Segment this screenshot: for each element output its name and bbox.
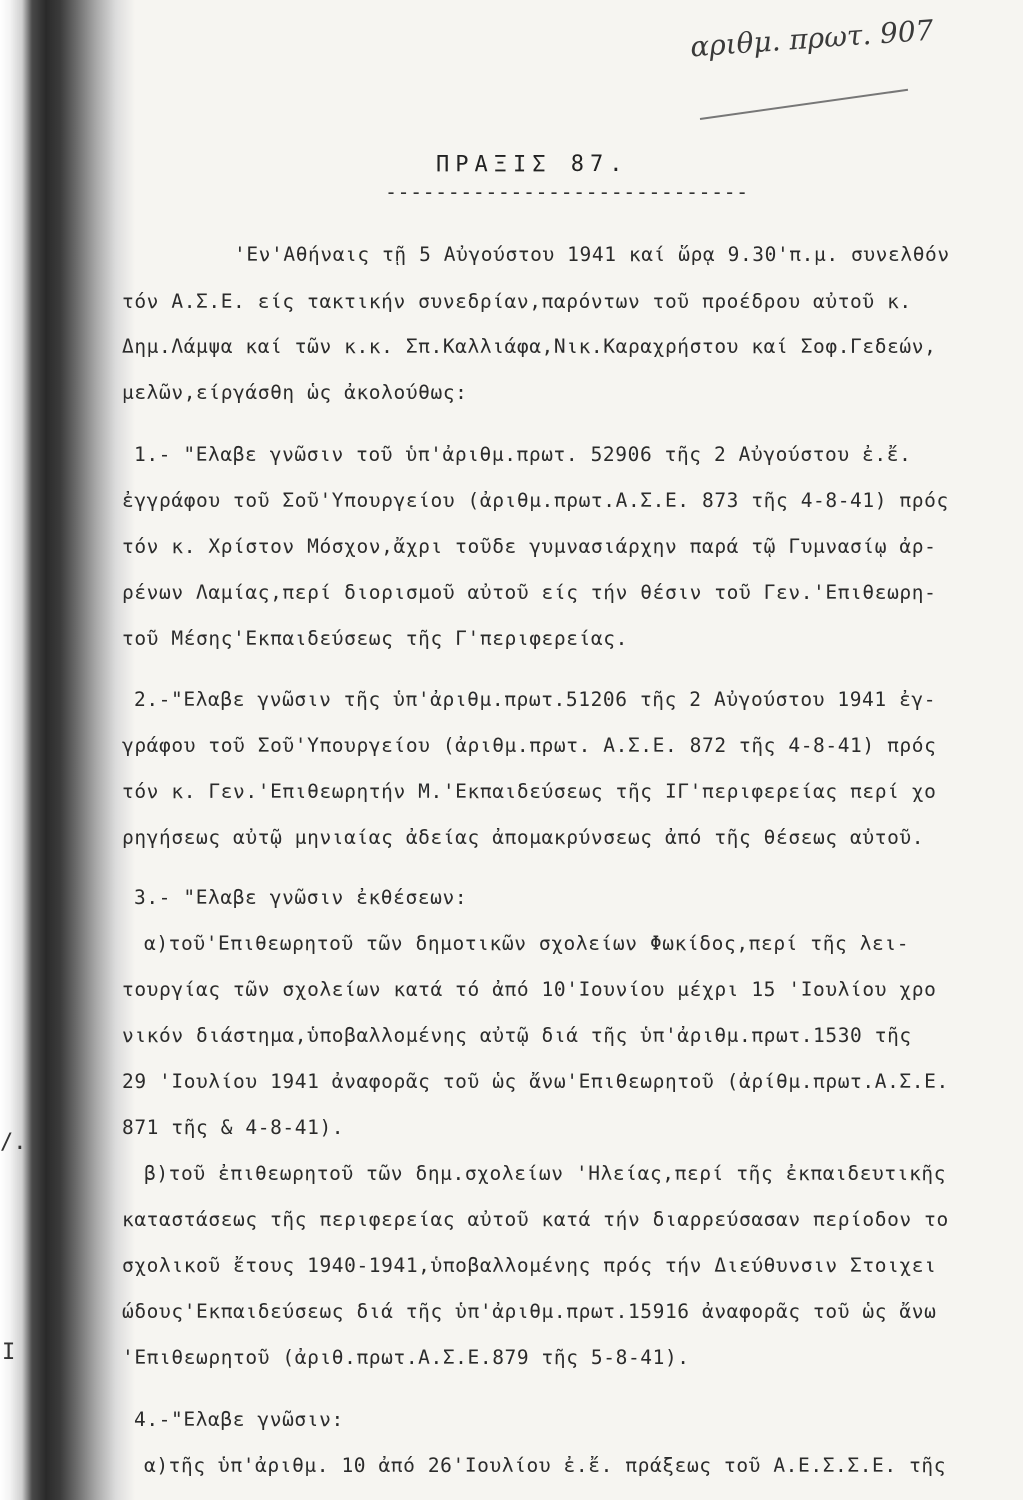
- text-line: καταστάσεως τῆς περιφερείας αὐτοῦ κατά τήν διαρρεύσασαν περίοδον το: [122, 1208, 949, 1231]
- text-line: 29 'Ιουλίου 1941 ἀναφορᾶς τοῦ ὡς ἄνω'Επιθεωρητοῦ (ἀρίθμ.πρωτ.Α.Σ.Ε.: [122, 1070, 949, 1093]
- handwritten-protocol-number: αριθμ. πρωτ. 907: [689, 13, 935, 64]
- text-line: β)τοῦ ἐπιθεωρητοῦ τῶν δημ.σχολείων 'Ηλείας,περί τῆς ἐκπαιδευτικῆς: [144, 1162, 947, 1185]
- text-line: τουργίας τῶν σχολείων κατά τό ἀπό 10'Ιουνίου μέχρι 15 'Ιουλίου χρο: [122, 978, 937, 1001]
- text-line: μελῶν,είργάσθη ὡς ἀκολούθως:: [122, 381, 468, 404]
- text-line: 871 τῆς & 4-8-41).: [122, 1116, 345, 1139]
- text-line: ρηγήσεως αὐτῷ μηνιαίας ἀδείας ἀπομακρύνσεως ἀπό τῆς θέσεως αὐτοῦ.: [122, 826, 925, 849]
- text-line: 'Εν'Αθήναις τῇ 5 Αὐγούστου 1941 καί ὥρᾳ 9.30'π.μ. συνελθόν: [234, 243, 950, 266]
- annotation-stroke: [700, 89, 908, 120]
- title-underline: -----------------------------: [385, 180, 749, 204]
- text-line: ἐγγράφου τοῦ Σοῦ'Υπουργείου (ἀριθμ.πρωτ.Α.Σ.Ε. 873 τῆς 4-8-41) πρός: [122, 489, 949, 512]
- edge-mark: /.: [0, 1130, 27, 1155]
- text-line: τόν κ. Γεν.'Επιθεωρητήν Μ.'Εκπαιδεύσεως τῆς ΙΓ'περιφερείας περί χο: [122, 780, 937, 803]
- text-line: γράφου τοῦ Σοῦ'Υπουργείου (ἀριθμ.πρωτ. Α.Σ.Ε. 872 τῆς 4-8-41) πρός: [122, 734, 937, 757]
- text-line: ώδους'Εκπαιδεύσεως διά τῆς ὑπ'ἀριθμ.πρωτ.15916 ἀναφορᾶς τοῦ ὡς ἄνω: [122, 1300, 937, 1323]
- page-title: ΠΡΑΞΙΣ 87.: [436, 152, 629, 177]
- text-line: α)τῆς ὑπ'ἀριθμ. 10 ἀπό 26'Ιουλίου ἐ.ἔ. πράξεως τοῦ Α.Ε.Σ.Σ.Ε. τῆς: [144, 1454, 947, 1477]
- text-line: 'Επιθεωρητοῦ (ἀριθ.πρωτ.Α.Σ.Ε.879 τῆς 5-8-41).: [122, 1346, 690, 1369]
- text-line: τοῦ Μέσης'Εκπαιδεύσεως τῆς Γ'περιφερείας.: [122, 627, 628, 650]
- text-line: 4.-"Ελαβε γνῶσιν:: [134, 1408, 344, 1431]
- text-line: 1.- "Ελαβε γνῶσιν τοῦ ὑπ'ἀριθμ.πρωτ. 52906 τῆς 2 Αὐγούστου ἐ.ἔ.: [134, 443, 912, 466]
- text-line: ρένων Λαμίας,περί διορισμοῦ αὐτοῦ είς τήν θέσιν τοῦ Γεν.'Επιθεωρη-: [122, 581, 937, 604]
- text-line: Δημ.Λάμψα καί τῶν κ.κ. Σπ.Καλλιάφα,Νικ.Καραχρήστου καί Σοφ.Γεδεών,: [122, 335, 937, 358]
- binding-shadow: [0, 0, 135, 1500]
- text-line: α)τοῦ'Επιθεωρητοῦ τῶν δημοτικῶν σχολείων Φωκίδος,περί τῆς λει-: [144, 932, 910, 955]
- text-line: σχολικοῦ ἔτους 1940-1941,ὑποβαλλομένης πρός τήν Διεύθυνσιν Στοιχει: [122, 1254, 937, 1277]
- text-line: νικόν διάστημα,ὑποβαλλομένης αὐτῷ διά τῆς ὑπ'ἀριθμ.πρωτ.1530 τῆς: [122, 1024, 912, 1047]
- text-line: 2.-"Ελαβε γνῶσιν τῆς ὑπ'ἀριθμ.πρωτ.51206 τῆς 2 Αὐγούστου 1941 ἐγ-: [134, 688, 937, 711]
- text-line: τόν κ. Χρίστον Μόσχον,ἄχρι τοῦδε γυμνασιάρχην παρά τῷ Γυμνασίῳ ἀρ-: [122, 535, 937, 558]
- text-line: τόν Α.Σ.Ε. είς τακτικήν συνεδρίαν,παρόντων τοῦ προέδρου αὐτοῦ κ.: [122, 290, 912, 313]
- edge-mark: I: [2, 1340, 16, 1365]
- text-line: 3.- "Ελαβε γνῶσιν ἐκθέσεων:: [134, 886, 468, 909]
